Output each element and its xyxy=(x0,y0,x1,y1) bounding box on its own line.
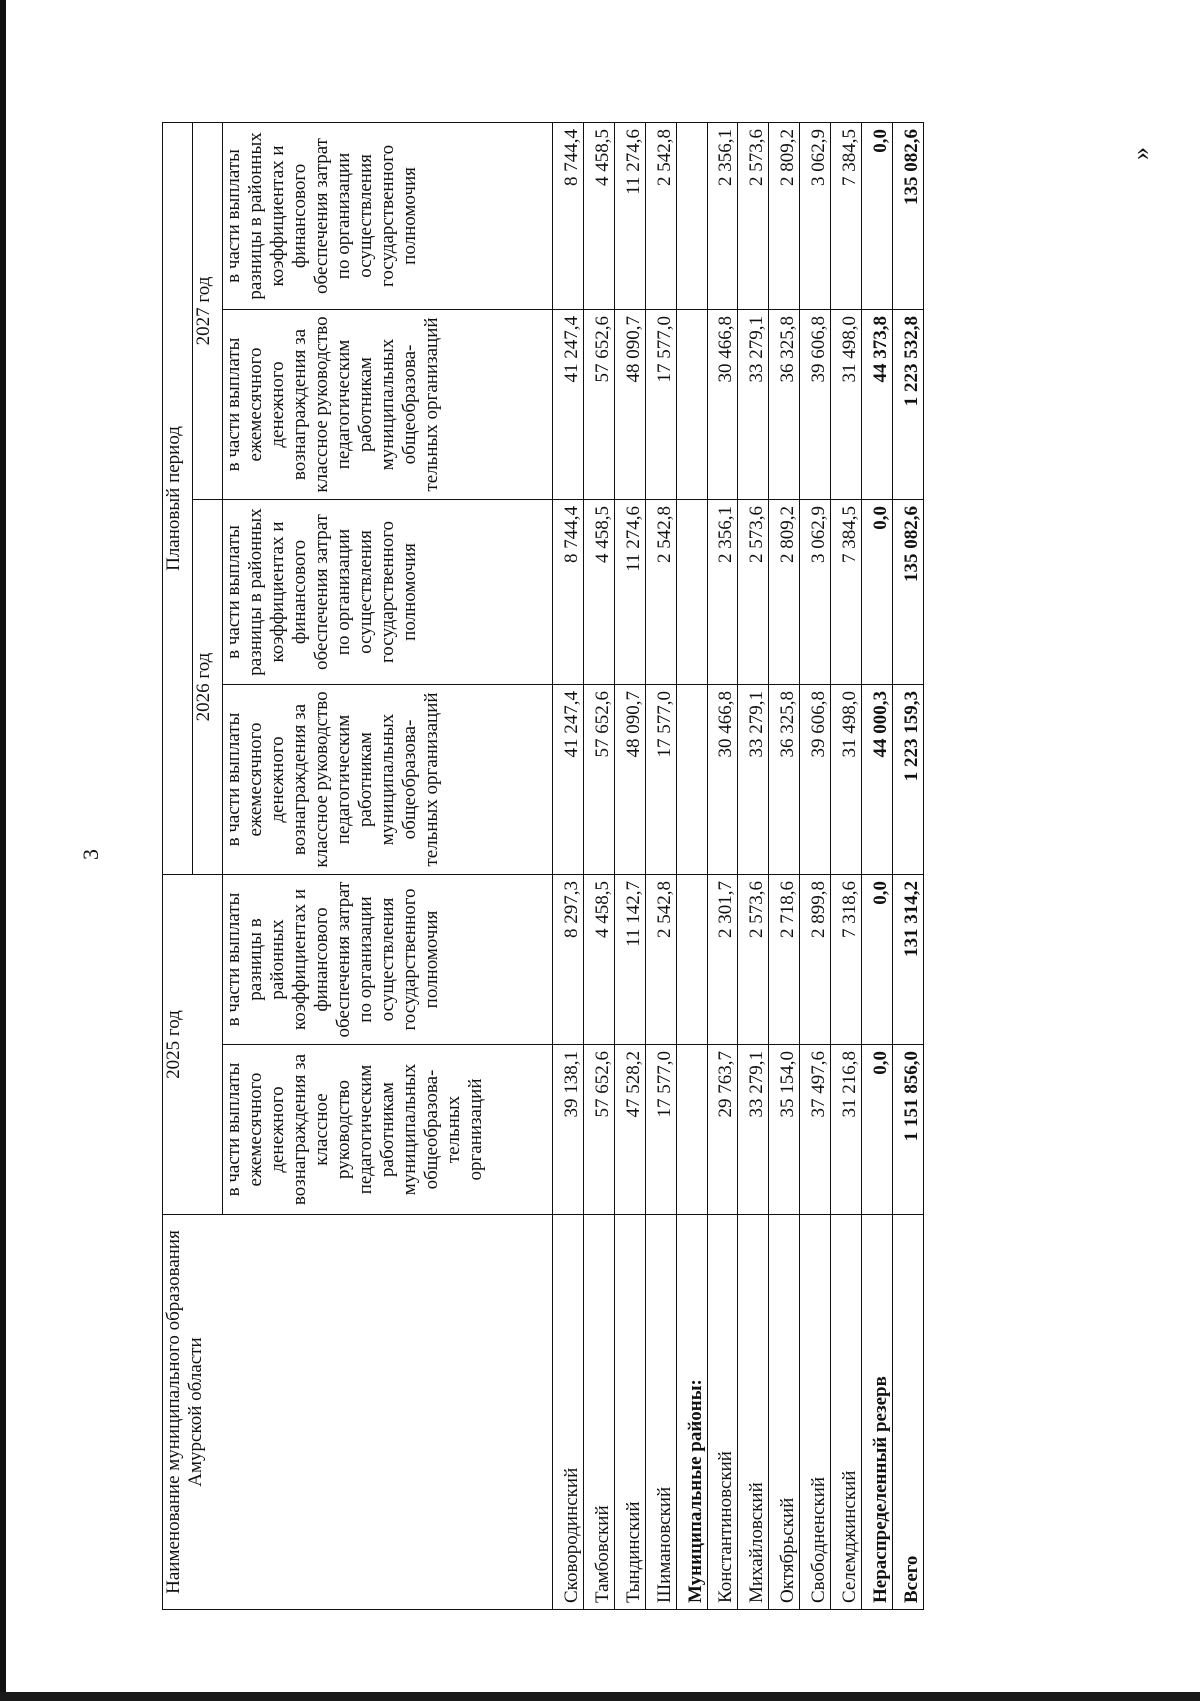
municipality-name: Шимановский xyxy=(645,1215,676,1610)
scan-edge-bottom xyxy=(0,1692,1200,1701)
municipality-name: Тамбовский xyxy=(583,1215,614,1610)
amount-cell: 4 458,5 xyxy=(583,499,614,684)
amount-cell: 41 247,4 xyxy=(553,684,584,874)
header-year-2027: 2027 год xyxy=(193,122,223,499)
amount-cell: 2 356,1 xyxy=(707,499,738,684)
header-2025-coefficient-difference: в части выплаты разницы в районных коэффициентах и финансового обеспечения затрат по организации осуществления государственного полномочия xyxy=(223,874,553,1044)
section-header-row xyxy=(676,122,707,1609)
amount-cell: 44 000,3 xyxy=(862,684,893,874)
amount-cell: 2 356,1 xyxy=(707,122,738,309)
amount-cell: 41 247,4 xyxy=(553,309,584,499)
amount-cell: 2 542,8 xyxy=(645,499,676,684)
amount-cell: 37 497,6 xyxy=(800,1045,831,1215)
table-body xyxy=(553,122,924,1609)
amount-cell: 135 082,6 xyxy=(892,499,923,684)
scan-edge-left xyxy=(0,0,6,1701)
amount-cell: 11 142,7 xyxy=(614,874,645,1044)
header-plan-period: Плановый период xyxy=(163,122,193,874)
amount-cell: 135 082,6 xyxy=(892,122,923,309)
municipality-name: Селемджинский xyxy=(831,1215,862,1610)
table-row xyxy=(738,122,769,1609)
amount-cell: 33 279,1 xyxy=(738,684,769,874)
amount-cell: 31 498,0 xyxy=(831,684,862,874)
amount-cell: 2 542,8 xyxy=(645,874,676,1044)
allocation-table xyxy=(162,122,924,1610)
amount-cell: 7 318,6 xyxy=(831,874,862,1044)
amount-cell: 17 577,0 xyxy=(645,684,676,874)
table-row xyxy=(583,122,614,1609)
table-row xyxy=(614,122,645,1609)
amount-cell: 8 297,3 xyxy=(553,874,584,1044)
amount-cell: 3 062,9 xyxy=(800,122,831,309)
amount-cell: 2 301,7 xyxy=(707,874,738,1044)
municipality-name: Нераспределенный резерв xyxy=(862,1215,893,1610)
amount-cell: 2 573,6 xyxy=(738,122,769,309)
header-2026-class-teacher-pay: в части выплаты ежемесячного денежного вознаграждения за классное руководство педагогическим работникам муниципальных общеобразова-тельных организаций xyxy=(223,684,553,874)
header-2026-coefficient-difference: в части выплаты разницы в районных коэффициентах и финансового обеспечения затрат по организации осуществления государственного полномочия xyxy=(223,499,553,684)
table-row xyxy=(862,122,893,1609)
table-row xyxy=(707,122,738,1609)
amount-cell: 33 279,1 xyxy=(738,309,769,499)
amount-cell: 7 384,5 xyxy=(831,122,862,309)
amount-cell: 8 744,4 xyxy=(553,499,584,684)
amount-cell: 3 062,9 xyxy=(800,499,831,684)
amount-cell: 47 528,2 xyxy=(614,1045,645,1215)
amount-cell: 35 154,0 xyxy=(769,1045,800,1215)
municipality-name: Сковородинский xyxy=(553,1215,584,1610)
amount-cell xyxy=(676,684,707,874)
table-row xyxy=(553,122,584,1609)
amount-cell: 44 373,8 xyxy=(862,309,893,499)
amount-cell: 2 573,6 xyxy=(738,499,769,684)
amount-cell: 39 138,1 xyxy=(553,1045,584,1215)
amount-cell: 2 542,8 xyxy=(645,122,676,309)
header-2027-coefficient-difference: в части выплаты разницы в районных коэффициентах и финансового обеспечения затрат по организации осуществления государственного полномочия xyxy=(223,122,553,309)
amount-cell: 30 466,8 xyxy=(707,309,738,499)
amount-cell: 0,0 xyxy=(862,122,893,309)
amount-cell: 17 577,0 xyxy=(645,309,676,499)
amount-cell: 1 223 532,8 xyxy=(892,309,923,499)
amount-cell: 57 652,6 xyxy=(583,309,614,499)
amount-cell: 36 325,8 xyxy=(769,309,800,499)
municipality-name: Михайловский xyxy=(738,1215,769,1610)
municipality-name: Всего xyxy=(892,1215,923,1610)
amount-cell: 17 577,0 xyxy=(645,1045,676,1215)
amount-cell: 1 151 856,0 xyxy=(892,1045,923,1215)
amount-cell: 48 090,7 xyxy=(614,684,645,874)
allocation-table-rotated xyxy=(162,123,924,1610)
municipality-name: Тындинский xyxy=(614,1215,645,1610)
amount-cell: 0,0 xyxy=(862,874,893,1044)
header-2025-class-teacher-pay: в части выплаты ежемесячного денежного вознаграждения за классное руководство педагогическим работникам муниципальных общеобразова-тельных организаций xyxy=(223,1045,553,1215)
amount-cell: 29 763,7 xyxy=(707,1045,738,1215)
amount-cell: 39 606,8 xyxy=(800,684,831,874)
amount-cell: 4 458,5 xyxy=(583,122,614,309)
table-row xyxy=(892,122,923,1609)
page-number: 3 xyxy=(78,849,103,860)
amount-cell: 11 274,6 xyxy=(614,122,645,309)
table-row xyxy=(769,122,800,1609)
amount-cell xyxy=(676,874,707,1044)
table-row xyxy=(800,122,831,1609)
amount-cell: 2 809,2 xyxy=(769,499,800,684)
amount-cell: 30 466,8 xyxy=(707,684,738,874)
table-row xyxy=(831,122,862,1609)
municipality-name: Муниципальные районы: xyxy=(676,1215,707,1610)
amount-cell: 131 314,2 xyxy=(892,874,923,1044)
amount-cell xyxy=(676,309,707,499)
amount-cell: 2 809,2 xyxy=(769,122,800,309)
amount-cell: 33 279,1 xyxy=(738,1045,769,1215)
amount-cell: 0,0 xyxy=(862,499,893,684)
amount-cell: 57 652,6 xyxy=(583,684,614,874)
amount-cell: 36 325,8 xyxy=(769,684,800,874)
header-2027-class-teacher-pay: в части выплаты ежемесячного денежного вознаграждения за классное руководство педагогическим работникам муниципальных общеобразова-тельных организаций xyxy=(223,309,553,499)
amount-cell: 2 899,8 xyxy=(800,874,831,1044)
amount-cell: 31 216,8 xyxy=(831,1045,862,1215)
municipality-name: Октябрьский xyxy=(769,1215,800,1610)
amount-cell: 8 744,4 xyxy=(553,122,584,309)
amount-cell: 39 606,8 xyxy=(800,309,831,499)
header-year-2025: 2025 год xyxy=(163,874,223,1214)
amount-cell xyxy=(676,499,707,684)
amount-cell: 4 458,5 xyxy=(583,874,614,1044)
table-row xyxy=(645,122,676,1609)
header-year-2026: 2026 год xyxy=(193,499,223,874)
amount-cell: 7 384,5 xyxy=(831,499,862,684)
amount-cell: 2 718,6 xyxy=(769,874,800,1044)
municipality-name: Константиновский xyxy=(707,1215,738,1610)
amount-cell: 11 274,6 xyxy=(614,499,645,684)
amount-cell: 31 498,0 xyxy=(831,309,862,499)
closing-quote-mark: » xyxy=(1126,147,1155,160)
amount-cell: 48 090,7 xyxy=(614,309,645,499)
amount-cell: 1 223 159,3 xyxy=(892,684,923,874)
municipality-name: Свободненский xyxy=(800,1215,831,1610)
amount-cell: 2 573,6 xyxy=(738,874,769,1044)
amount-cell: 57 652,6 xyxy=(583,1045,614,1215)
amount-cell xyxy=(676,122,707,309)
amount-cell xyxy=(676,1045,707,1215)
amount-cell: 0,0 xyxy=(862,1045,893,1215)
header-municipality: Наименование муниципального образования Амурской области xyxy=(163,1215,553,1610)
